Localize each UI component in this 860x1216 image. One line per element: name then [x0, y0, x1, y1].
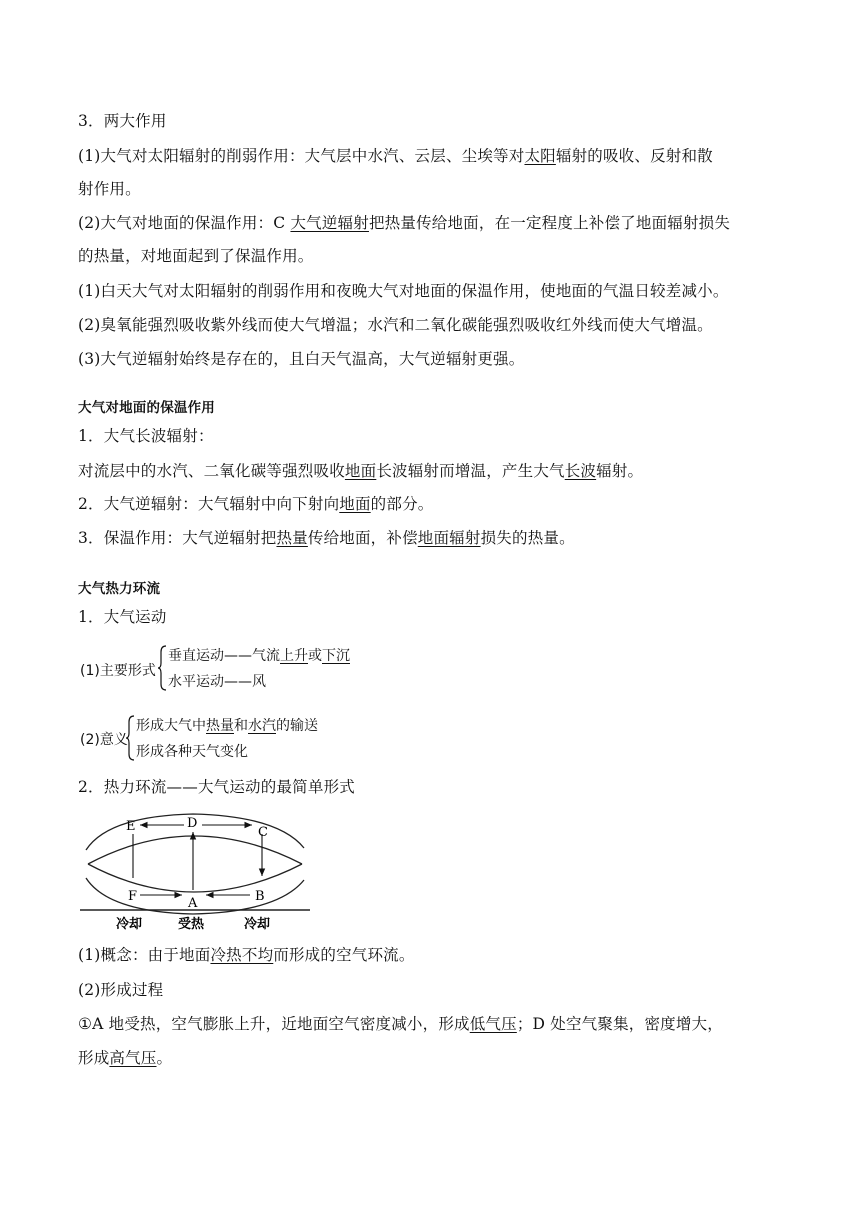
significance-row-1 [136, 715, 318, 735]
upper-isobar [88, 836, 302, 864]
text: 的热量，对地面起到了保温作用。 [78, 247, 314, 265]
text: 损失的热量。 [480, 529, 575, 547]
text: 1．大气运动 [78, 608, 167, 626]
heading-text: 大气对地面的保温作用 [78, 400, 215, 416]
text: 传给地面，补偿 [307, 529, 418, 547]
list-item [78, 426, 214, 446]
form-label: (1)主要形式 [80, 663, 156, 679]
underlined-answer: 水汽 [248, 718, 276, 734]
text: (1)大气对太阳辐射的削弱作用：大气层中水汽、云层、尘埃等对 [78, 147, 525, 165]
list-item [78, 777, 355, 797]
list-item [78, 494, 433, 514]
text: 垂直运动——气流 [168, 648, 280, 664]
section-heading [78, 398, 215, 418]
text: 把热量传给地面，在一定程度上补偿了地面辐射损失 [368, 214, 731, 232]
paragraph-line [78, 1048, 172, 1068]
paragraph-line [78, 213, 730, 233]
text: (2)臭氧能强烈吸收紫外线而使大气增温；水汽和二氧化碳能强烈吸收红外线而使大气增温。 [78, 316, 713, 334]
text: 形成大气中 [136, 718, 206, 734]
label-e: E [126, 819, 136, 834]
underlined-answer: 热量 [206, 718, 234, 734]
text: 形成各种天气变化 [136, 744, 248, 760]
underlined-answer: 地面 [339, 495, 371, 513]
underlined-answer: 高气压 [109, 1049, 157, 1067]
main-forms-block [78, 643, 398, 695]
list-item [78, 607, 167, 627]
underlined-answer: 下沉 [322, 648, 350, 664]
text: 辐射。 [596, 462, 644, 480]
label-d: D [187, 816, 198, 831]
text: 2．热力环流——大气运动的最简单形式 [78, 778, 355, 796]
text: 3．保温作用：大气逆辐射把 [78, 529, 277, 547]
significance-label: (2)意义 [80, 732, 128, 748]
underlined-answer: 热量 [276, 529, 308, 547]
significance-row-2 [136, 741, 248, 761]
ground-label-heated: 受热 [178, 917, 205, 932]
text: 辐射的吸收、反射和散 [555, 147, 713, 165]
note-line [78, 315, 713, 335]
text: (2)形成过程 [78, 981, 164, 999]
underlined-answer: 太阳 [524, 147, 556, 165]
text: (2)大气对地面的保温作用：C [78, 214, 291, 232]
label-f: F [128, 889, 138, 904]
underlined-answer: 大气逆辐射 [290, 214, 369, 232]
ground-label-cool-right: 冷却 [244, 917, 271, 932]
section-heading [78, 579, 160, 599]
text: 水平运动——风 [168, 674, 266, 690]
paragraph-line [78, 980, 163, 1000]
text: (1)白天大气对太阳辐射的削弱作用和夜晚大气对地面的保温作用，使地面的气温日较差减小。 [78, 282, 729, 300]
list-item [78, 461, 643, 481]
text: ；D 处空气聚集，密度增大， [516, 1015, 723, 1033]
ground-label-cool-left: 冷却 [116, 917, 143, 932]
section-title [78, 111, 167, 131]
underlined-answer: 长波 [564, 462, 597, 480]
label-b: B [255, 889, 265, 904]
brace-icon [126, 715, 136, 761]
text: ①A 地受热，空气膨胀上升，近地面空气密度减小，形成 [78, 1015, 470, 1033]
heading-text: 大气热力环流 [78, 581, 161, 597]
underlined-answer: 上升 [280, 648, 308, 664]
text: 2．大气逆辐射：大气辐射中向下射向 [78, 495, 340, 513]
text: 射作用。 [78, 180, 141, 198]
lower-isobar [88, 864, 302, 892]
brace-icon [158, 645, 168, 691]
text: 1．大气长波辐射： [78, 427, 214, 445]
label-c: C [258, 825, 268, 840]
paragraph-line [78, 179, 141, 199]
thermal-circulation-diagram [78, 808, 318, 936]
underlined-answer: 冷热不均 [210, 946, 274, 964]
paragraph-line [78, 146, 713, 166]
text: 对流层中的水汽、二氧化碳等强烈吸收 [78, 462, 345, 480]
text: 的输送 [276, 718, 318, 734]
paragraph-line [78, 945, 415, 965]
text: 。 [156, 1049, 173, 1067]
form-row-horizontal [168, 671, 266, 691]
paragraph-line [78, 1014, 723, 1034]
list-item [78, 528, 575, 548]
text: 形成 [78, 1049, 110, 1067]
text: 的部分。 [370, 495, 434, 513]
label-a: A [188, 896, 198, 911]
form-row-vertical [168, 645, 350, 665]
text: 或 [308, 648, 322, 664]
note-line [78, 349, 524, 369]
text: (3)大气逆辐射始终是存在的，且白天气温高，大气逆辐射更强。 [78, 350, 525, 368]
note-line [78, 281, 729, 301]
text: (1)概念：由于地面 [78, 946, 211, 964]
significance-block [78, 713, 398, 765]
text: 而形成的空气环流。 [273, 946, 415, 964]
paragraph-line [78, 246, 314, 266]
underlined-answer: 地面 [344, 462, 377, 480]
underlined-answer: 地面辐射 [417, 529, 481, 547]
underlined-answer: 低气压 [469, 1015, 517, 1033]
text: 长波辐射而增温，产生大气 [376, 462, 565, 480]
text: 和 [234, 718, 248, 734]
title-text: 3．两大作用 [78, 112, 167, 130]
